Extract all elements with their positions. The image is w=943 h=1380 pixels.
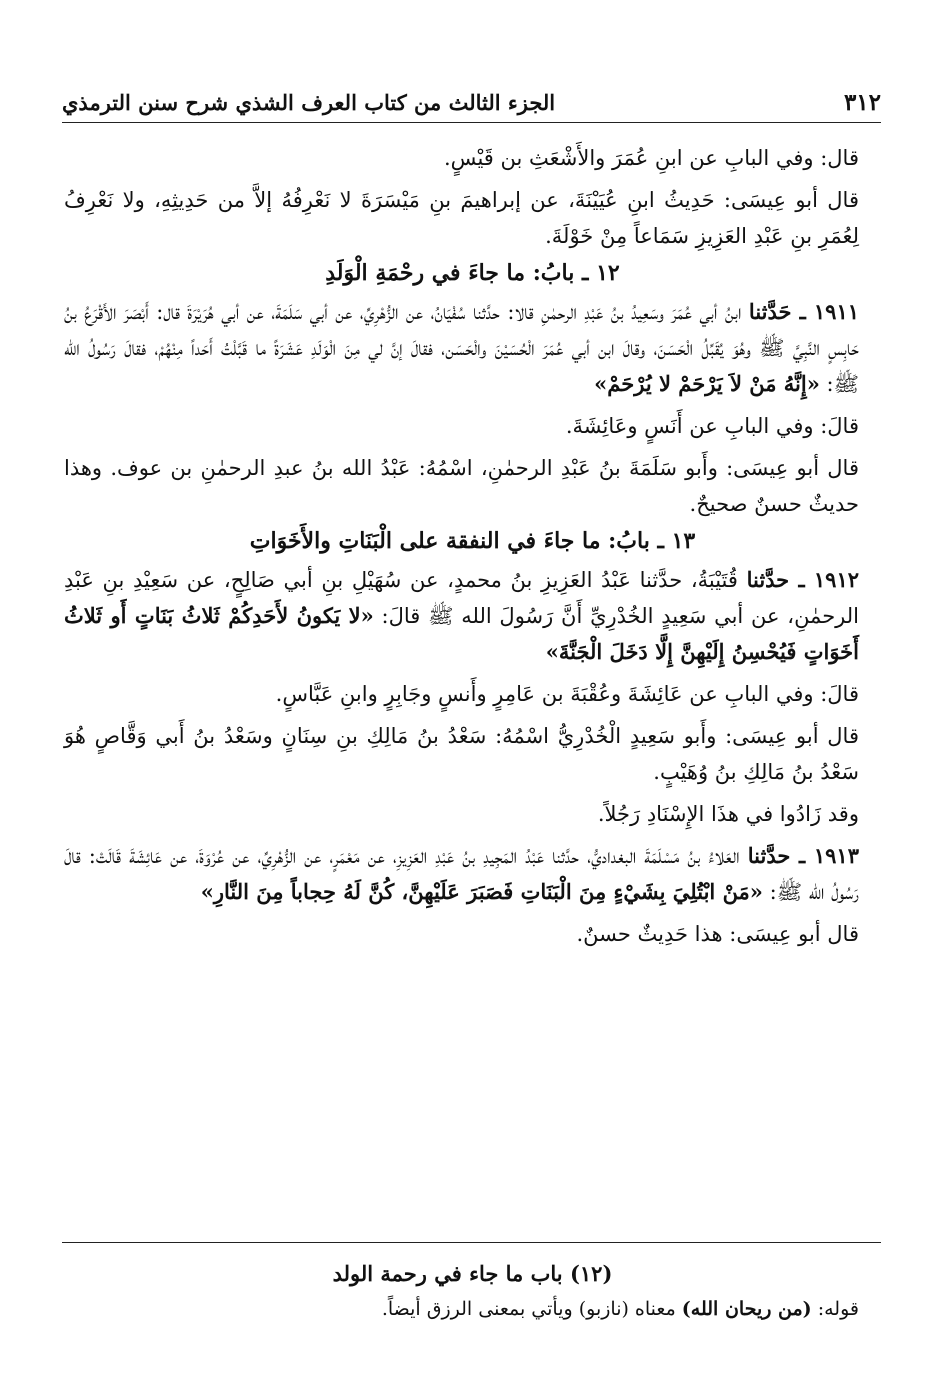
hadith-quote: «لا يَكونُ لأَحَدِكُمْ ثَلاثُ بَنَاتٍ أَو ثَلاثُ أَخَوَاتٍ فَيُحْسِنُ إِلَيْهِنَّ إِلَّا دَخَلَ الْجَنَّةَ» (64, 603, 859, 664)
page-number: ٣١٢ (843, 88, 881, 116)
hadith-quote: «مَنْ ابْتُلِيَ بِشَيْءٍ مِنَ الْبَنَاتِ فَصَبَرَ عَلَيْهِنَّ، كُنَّ لَهُ حِجاباً مِنَ النَّارِ» (200, 879, 763, 904)
hadith-text: قُتَيْبَةُ، حدَّثنا عَبْدُ العَزِيزِ بنُ محمدٍ، عن سُهَيْلِ بنِ أبي صَالِحٍ، عن سَعِيْدِ بنِ عَبْدِ الرحمٰنِ، عن أبي سَعِيدٍ الخُدْرِيِّ أَنَّ رَسُولَ الله ﷺ قالَ: (64, 568, 860, 628)
chapter-heading: ١٢ ـ بابُ: ما جاءَ في رحْمَةِ الْوَلَدِ (325, 260, 620, 286)
commentary-text (64, 1292, 881, 1326)
hadith-quote: «إِنَّهُ مَنْ لاَ يَرْحَمْ لا يُرْحَمْ» (594, 371, 820, 396)
commentary-rest: معناه (نازبو) ويأتي بمعنى الرزق أيضاً. (381, 1298, 682, 1320)
running-title: الجزء الثالث من كتاب العرف الشذي شرح سنن الترمذي (62, 89, 556, 115)
hadith-text: العَلاءُ بنُ مَسْلَمَةَ البغداديُّ، حدَّثنا عَبْدُ المَجِيدِ بنُ عَبْدِ العَزِيزِ، عن مَعْمَرٍ، عن الزُّهْرِيِّ، عن عُرْوَةَ، عن عَائِشَةَ قَالَتْ: قالَ رَسُولُ الله ﷺ: (64, 844, 859, 904)
chapter-heading: ١٣ ـ بابُ: ما جاءَ في النفقة على الْبَنَاتِ والأَخَوَاتِ (249, 528, 696, 554)
commentary-prefix: قوله: (811, 1298, 859, 1320)
paragraph: قال أبو عِيسَى: حَدِيثُ ابنِ عُيَيْنَةَ، عن إبراهيمَ بنِ مَيْسَرَةَ لا نَعْرِفُهُ إلاَّ من حَدِيثِهِ، ولا نَعْرِفُ لِعُمَرِ بنِ عَبْدِ العَزِيزِ سَمَاعاً مِنْ خَوْلَةَ. (64, 188, 859, 248)
paragraph: قالَ: وفي البابِ عن عَائِشَةَ وعُقْبَةَ بن عَامِرٍ وأَنسٍ وجَابِرٍ وابنِ عَبَّاسٍ. (275, 682, 859, 706)
commentary-heading: (١٢) باب ما جاء في رحمة الولد (332, 1261, 613, 1286)
hadith-1913 (64, 838, 881, 910)
main-text (64, 140, 881, 958)
hadith-number: ١٩١٣ ـ حدَّثنا (747, 843, 859, 868)
paragraph: قال أبو عِيسَى: هذا حَدِيثٌ حسنٌ. (576, 922, 859, 946)
hadith-1911 (64, 294, 881, 402)
commentary-section (64, 1256, 881, 1326)
paragraph: قال أبو عِيسَى: وأَبو سَعِيدٍ الْخُدْرِيُّ اسْمُهُ: سَعْدُ بنُ مَالِكِ بنِ سِنَانٍ وسَعْدُ بنُ أَبي وَقَّاصٍ هُوَ سَعْدُ بنُ مَالِكِ بنُ وُهَيْبٍ. (64, 724, 859, 784)
paragraph: قال: وفي البابِ عن ابنِ عُمَرَ والأَشْعَثِ بن قَيْسٍ. (444, 146, 859, 170)
paragraph: وقد زَادُوا في هذَا الإِسْنَادِ رَجُلاً. (597, 802, 859, 826)
commentary-bold: (من ريحان الله) (681, 1298, 812, 1320)
hadith-number: ١٩١١ ـ حَدَّثنا (748, 299, 860, 324)
hadith-1912 (64, 562, 881, 670)
footnote-separator (62, 1242, 881, 1243)
paragraph: قال أبو عِيسَى: وأَبو سَلَمَةَ بنُ عَبْدِ الرحمٰنِ، اسْمُهُ: عَبْدُ الله بنُ عبدِ الرحمٰنِ بن عوف. وهذا حديثٌ حسنٌ صحيحٌ. (64, 456, 859, 516)
hadith-number: ١٩١٢ ـ حدَّثنا (746, 567, 860, 592)
hadith-text: ابنُ أبي عُمَرَ وسَعِيدُ بنُ عَبْدِ الرحمٰنِ قالا: حدَّثنا سُفْيَانُ، عن الزُّهْرِيِّ، عن أبي سَلَمَةَ، عن أبي هُرَيْرَةَ قال: أَبْصَرَ الأَقْرَعُ بنُ حَابِسٍ النَّبِيَّ ﷺ وهُوَ يُقَبِّلُ الْحَسَنَ، وقالَ ابن أبي عُمَرَ الْحُسَيْنَ والْحَسَن، فقالَ إنَّ لي مِنَ الْوَلَدِ عَشَرَةً ما قَبَّلْتُ أَحَداً مِنْهُمْ، فقالَ رَسُولُ الله ﷺ: (64, 300, 859, 396)
paragraph: قالَ: وفي البابِ عن أَنَسٍ وعَائِشَةَ. (565, 414, 859, 438)
page-header (62, 82, 881, 123)
